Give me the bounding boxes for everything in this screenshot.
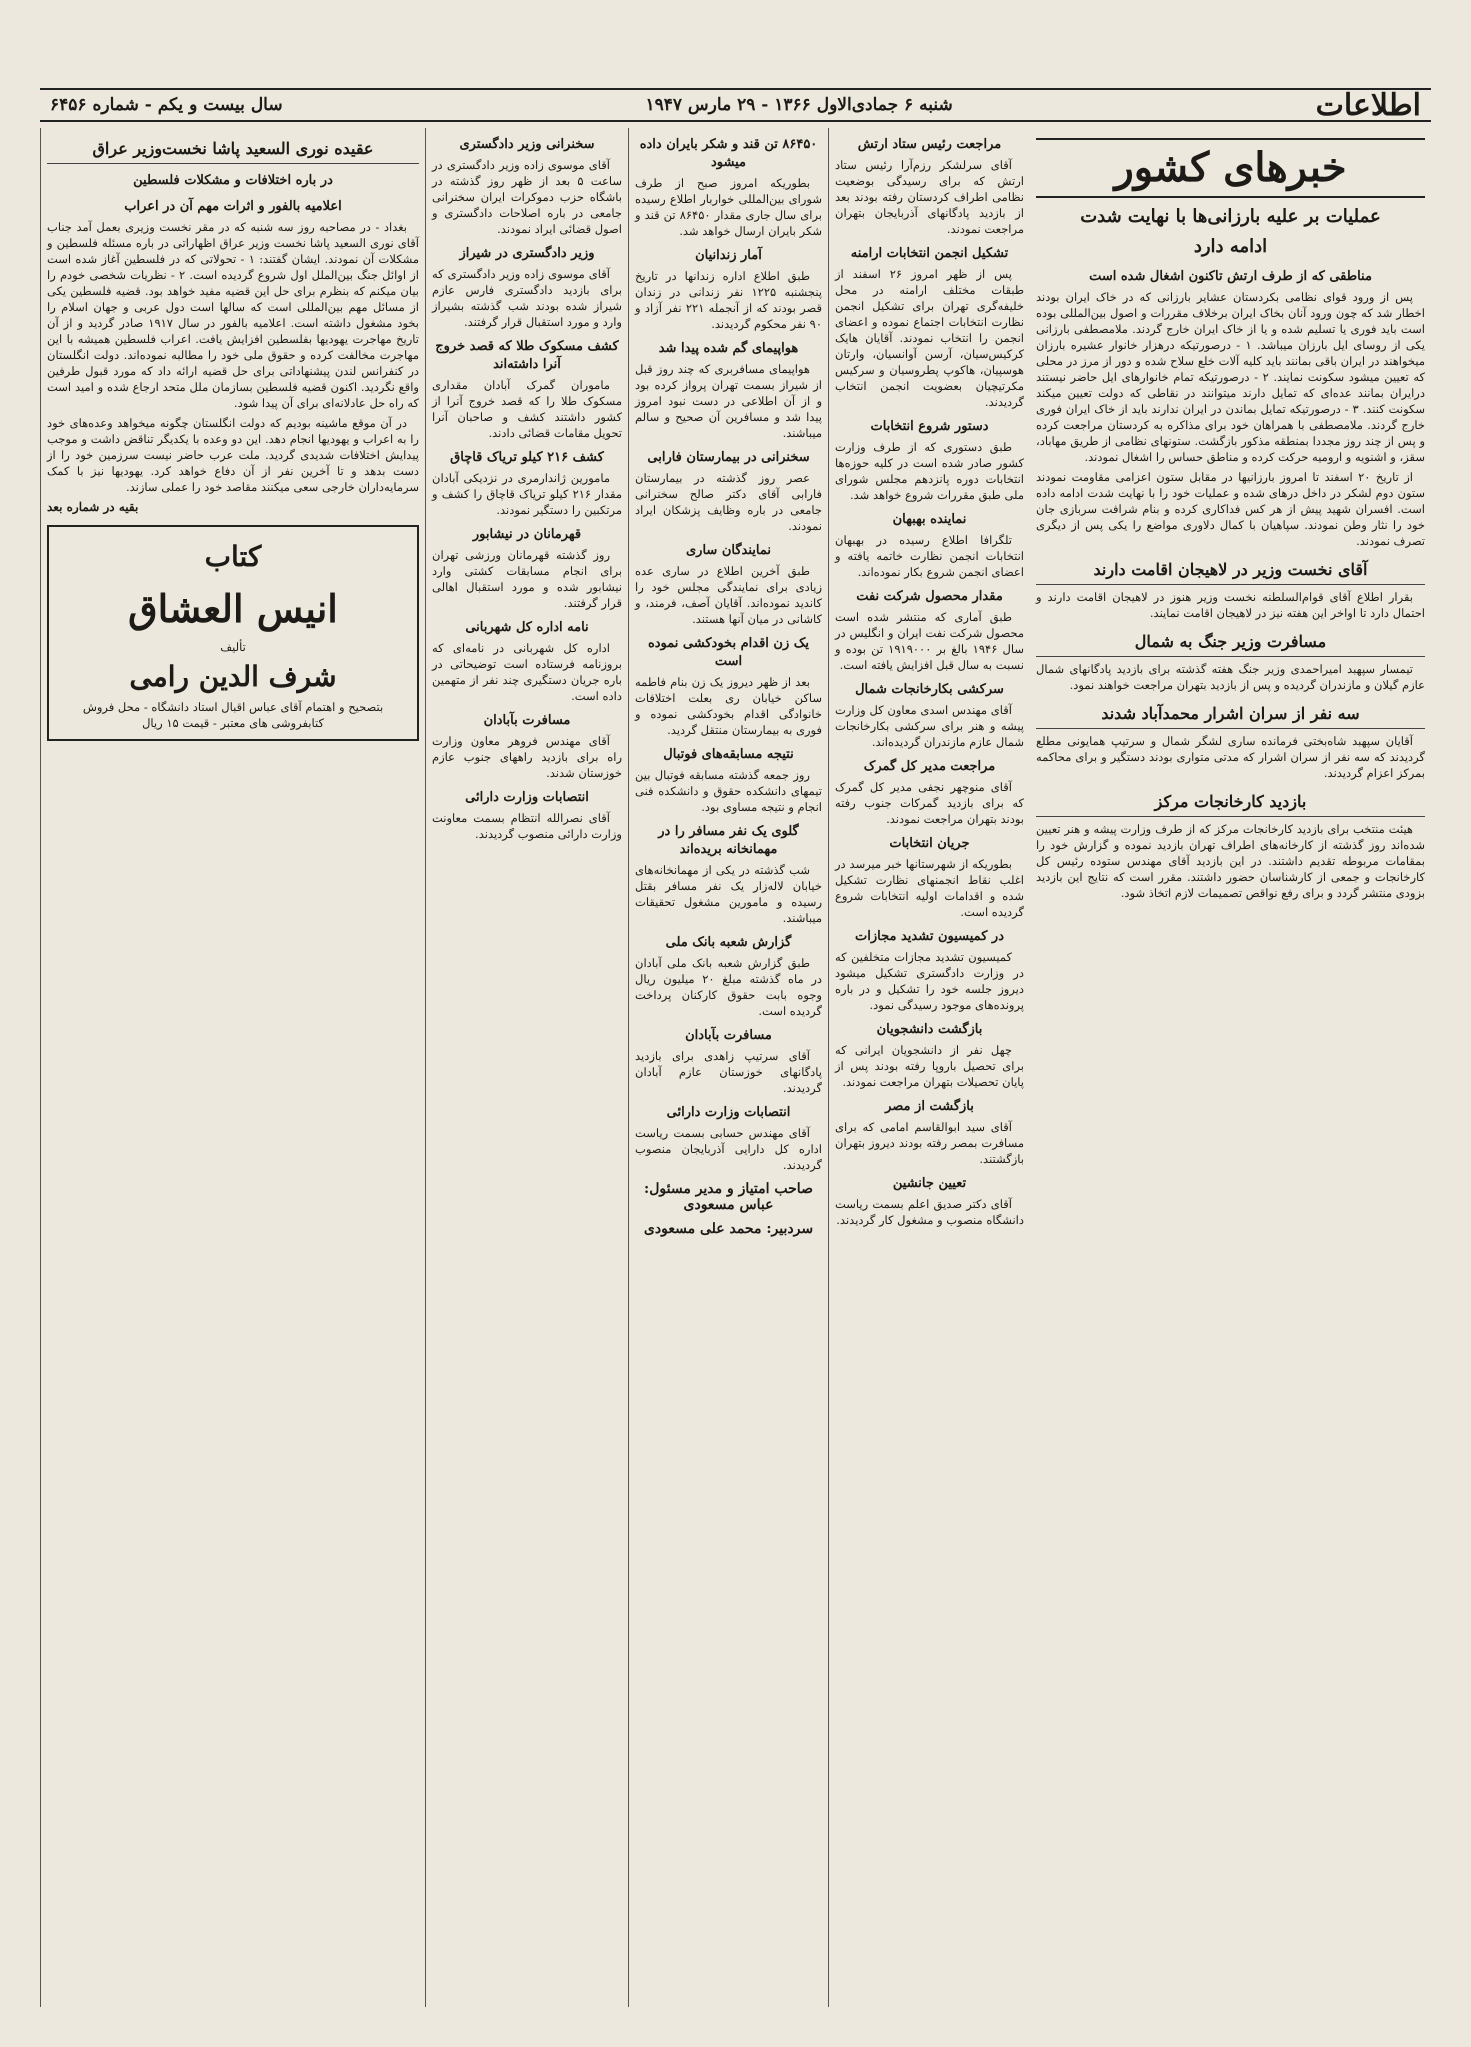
article-headline: مسافرت بآبادان: [483, 713, 571, 728]
ad-label: کتاب: [204, 540, 262, 573]
article-headline: آمار زندانیان: [695, 248, 762, 263]
continued-note: بقیه در شماره بعد: [47, 500, 139, 514]
column-4: [425, 128, 628, 2007]
article-headline: وزیر دادگستری در شیراز: [459, 246, 595, 261]
article-headline: آقای نخست وزیر در لاهیجان اقامت دارند: [1036, 559, 1425, 585]
article-body: آقایان سپهبد شاه‌بختی فرمانده ساری لشگر شمال و سرتیپ همایونی مطلع گردیدند که سه نفر از سران اشرار که مدتی متواری بودند دستگیر و برای محاکمه بمرکز اعزام گردیدند.: [1036, 734, 1425, 780]
ad-author: شرف الدین رامی: [129, 660, 337, 693]
feature-subheadline-2: اعلامیه بالفور و اثرات مهم آن در اعراب: [124, 199, 342, 214]
lead-body: پس از ورود قوای نظامی بکردستان عشایر بارزانی که در خاک ایران بودند اخطار شد که چون ورود آنان بخاک ایران برخلاف مقررات و اصول بین‌المللی بوده است باید فوری یا تسلیم شده و یا از خاک ایران خارج گردند. ملامصطفی بارزانی یکی از روسای ایل بارزان میباشد. ۱ - درصورتیکه درهزار خانوار عشیره بارزان میخواهند در ایران باقی بمانند باید کلیه آلات خلع سلاح شده و دور از مرز در محلی که تعیین میشود سکونت نمایند. ۲ - درصورتیکه تمام خانوارهای ایل حاضر نیستند درایران بمانند عده‌ای که تمایل دارند میتوانند در نقاطی که دولت تعیین میکند سکونت کنند. ۳ - درصورتیکه تمایل بماندن در ایران ندارند باید از خاک ایران فوری خارج گردند. ملامصطفی با همراهان خود برای مذاکره به کردستان مراجعت کرده و پس از چند روز مجددا بمنطقه مذکور بازگشت. ستونهای نظامی از طریق مهاباد، سقز، و اشنویه و ارومیه حرکت کرده و مناطق حساس را اشغال نمودند.: [1036, 290, 1426, 464]
article-body: آقای دکتر صدیق اعلم بسمت ریاست دانشگاه منصوب و مشغول کار گردیدند.: [835, 1197, 1024, 1227]
article-body: طبق گزارش شعبه بانک ملی آبادان در ماه گذشته مبلغ ۲۰ میلیون ریال وجوه بابت حقوق کارکنان پرداخت گردیده است.: [635, 956, 822, 1018]
feature-headline: عقیده نوری السعید پاشا نخست‌وزیر عراق: [47, 138, 419, 164]
article-headline: یک زن اقدام بخودکشی نموده است: [647, 636, 810, 669]
lead-body-2: از تاریخ ۲۰ اسفند تا امروز بارزانیها در مقابل ستون اعزامی مقاومت نمودند ستون دوم لشکر در داخل درهای شده و عملیات خود را با نهایت شدت ادامه داده است. افسران شهید پیش از هر کس فداکاری کرده و بنام شرافت سربازی جان خود را نثار وطن نمودند. سپاهیان با کمال دلاوری مواضع را یکی پس از دیگری تصرف نمودند.: [1036, 470, 1425, 548]
article-body: بطوریکه از شهرستانها خبر میرسد در اغلب نقاط انجمنهای نظارت تشکیل شده و اقدامات اولیه انتخابات شروع گردیده است.: [835, 857, 1024, 919]
article-body: بطوریکه امروز صبح از طرف شورای بین‌المللی خواربار اطلاع رسیده برای سال جاری مقدار ۸۶۴۵۰ تن قند و شکر بایران ارسال خواهد شد.: [635, 176, 822, 238]
article-headline: مسافرت بآبادان: [685, 1028, 772, 1043]
article-body: عصر روز گذشته در بیمارستان فارابی آقای دکتر صالح سخنرانی جامعی در باره وظایف پزشکان ایراد نمودند.: [635, 471, 822, 533]
issue-number: سال بیست و یکم - شماره ۶۴۵۶: [50, 95, 283, 115]
article-headline: نتیجه مسابقه‌های فوتبال: [663, 747, 794, 762]
article-headline: مراجعت مدیر کل گمرک: [863, 759, 996, 774]
article-body: پس از ظهر امروز ۲۶ اسفند از طبقات مختلف ارامنه در محل خلیفه‌گری تهران برای تشکیل انجمن نظارت انتخابات اجتماع نموده و اعضای انجمن را انتخاب نمودند. آقایان هایک کرکیس‌سیان، آرسن آوانسیان، وارتان هوسپیان، هاکوپ پطروسیان و سرکیس مکرتیچیان بعضویت انجمن انتخاب گردیدند.: [835, 267, 1024, 409]
newspaper-logo: اطلاعات: [1315, 87, 1421, 123]
article-headline: گزارش شعبه بانک ملی: [665, 935, 792, 950]
article-headline: قهرمانان در نیشابور: [472, 527, 582, 542]
article-headline: ۸۶۴۵۰ تن قند و شکر بایران داده میشود: [639, 137, 818, 170]
article-headline: بازگشت از مصر: [885, 1099, 974, 1114]
masthead: [40, 88, 1431, 122]
article-body: آقای موسوی زاده وزیر دادگستری در ساعت ۵ بعد از ظهر روز گذشته در باشگاه حزب دموکرات ایران سخنرانی جامعی در باره اصلاحات دادگستری و اصول قضائی ایراد نمودند.: [432, 158, 622, 236]
article-body: هیئت منتخب برای بازدید کارخانجات مرکز که از طرف وزارت پیشه و هنر تعیین شده‌اند روز گذشته از کارخانه‌های اطراف تهران بازدید نموده و گزارش خود را بمقامات مربوطه تقدیم داشتند. در این بازدید آقای مهندس ستوده رئیس کل کارخانجات و جمعی از کارشناسان حضور داشتند. مقرر است که نتایج این بازدید بزودی منتشر گردد و برای رفع نواقص تصمیمات لازم اتخاذ شود.: [1036, 822, 1425, 900]
article-body: روز گذشته قهرمانان ورزشی تهران برای انجام مسابقات کشتی وارد نیشابور شده و مورد استقبال اهالی قرار گرفتند.: [432, 548, 622, 610]
article-headline: جریان انتخابات: [889, 836, 970, 851]
article-body: ماموران گمرک آبادان مقداری مسکوک طلا را که قصد خروج آنرا از کشور داشتند کشف و صاحبان آنرا تحویل مقامات قضائی دادند.: [432, 378, 622, 440]
lead-subheadline-2: ادامه دارد: [1193, 236, 1268, 257]
feature-subheadline: در باره اختلافات و مشکلات فلسطین: [133, 173, 333, 188]
article-body: آقای سرلشکر رزم‌آرا رئیس ستاد ارتش که برای رسیدگی بوضعیت نظامی اطراف کردستان رفته بودند بعد از بازدید پادگانهای آذربایجان بتهران مراجعت نمودند.: [835, 158, 1024, 236]
article-body: کمیسیون تشدید مجازات متخلفین که در وزارت دادگستری تشکیل میشود دیروز جلسه خود را تشکیل و در باره پرونده‌های موجود رسیدگی نمود.: [835, 950, 1024, 1012]
article-headline: انتصابات وزارت دارائی: [465, 790, 589, 805]
article-headline: تعیین جانشین: [892, 1176, 967, 1191]
article-body: طبق آخرین اطلاع در ساری عده زیادی برای نمایندگی مجلس خود را کاندید نموده‌اند. آقایان آصف، فرمند، و کاشانی در میان آنها هستند.: [635, 564, 822, 626]
article-body: آقای منوچهر نجفی مدیر کل گمرک که برای بازدید گمرکات جنوب رفته بودند بتهران مراجعت نمودند.: [835, 780, 1024, 826]
column-5: [40, 128, 425, 2007]
article-headline: نمایندگان ساری: [686, 543, 771, 558]
column-3: [628, 128, 828, 2007]
article-headline: گلوی یک نفر مسافر را در مهمانخانه بریده‌اند: [658, 824, 799, 857]
article-headline: نماینده بهبهان: [892, 512, 967, 527]
article-headline: دستور شروع انتخابات: [870, 419, 989, 434]
lead-headline: خبرهای کشور: [1036, 138, 1425, 198]
article-body: آقای نصرالله انتظام بسمت معاونت وزارت دارائی منصوب گردیدند.: [432, 811, 622, 841]
article-headline: مراجعت رئیس ستاد ارتش: [857, 137, 1002, 152]
article-headline: نامه اداره کل شهربانی: [465, 620, 589, 635]
article-body: تلگرافا اطلاع رسیده در بهبهان انتخابات انجمن نظارت خاتمه یافته و اعضای انجمن شروع بکار نموده‌اند.: [835, 533, 1024, 579]
article-body: طبق دستوری که از طرف وزارت کشور صادر شده است در کلیه حوزه‌ها انتخابات دوره پانزدهم مجلس شورای ملی طبق مقررات شروع خواهد شد.: [835, 440, 1024, 502]
article-body: شب گذشته در یکی از مهمانخانه‌های خیابان لاله‌زار یک نفر مسافر بقتل رسیده و مامورین مشغول تحقیقات میباشند.: [635, 863, 822, 925]
lead-kicker: مناطقی که از طرف ارتش تاکنون اشغال شده است: [1089, 269, 1372, 284]
article-headline: کشف مسکوک طلا که قصد خروج آنرا داشته‌اند: [435, 339, 619, 372]
article-body: آقای سید ابوالقاسم امامی که برای مسافرت بمصر رفته بودند دیروز بتهران بازگشتند.: [835, 1120, 1024, 1166]
article-body: هواپیمای مسافربری که چند روز قبل از شیراز بسمت تهران پرواز کرده بود و از آن اطلاعی در دست نبود امروز پیدا شد و مسافرین آن صحیح و سالم میباشند.: [635, 362, 822, 440]
article-headline: انتصابات وزارت دارائی: [666, 1105, 791, 1120]
article-body: آقای مهندس فروهر معاون وزارت راه برای بازدید راههای جنوب عازم خوزستان شدند.: [432, 734, 622, 780]
article-headline: سه نفر از سران اشرار محمدآباد شدند: [1036, 703, 1425, 729]
article-headline: سرکشی بکارخانجات شمال: [855, 682, 1004, 697]
article-body: چهل نفر از دانشجویان ایرانی که برای تحصیل باروپا رفته بودند پس از پایان تحصیلات بتهران مراجعت نمودند.: [835, 1043, 1024, 1089]
article-headline: در کمیسیون تشدید مجازات: [855, 929, 1004, 944]
article-body: آقای سرتیپ زاهدی برای بازدید پادگانهای خوزستان عازم آبادان گردیدند.: [635, 1049, 822, 1095]
feature-body-2: در آن موقع ماشینه بودیم که دولت انگلستان چگونه میخواهد وعده‌های خود را به اعراب و یهودیها انجام دهد. این دو وعده با یکدیگر تناقض داشت و موجب پیدایش اختلافات شدیدی گردید. ملت عرب حاضر نیست سرزمین خود را از دست بدهد و تا آخرین نفر از آن دفاع خواهد کرد. یهودیها نیز با کمک سرمایه‌داران خارجی سعی میکنند مقاصد خود را عملی سازند.: [47, 416, 419, 494]
article-body: آقای مهندس اسدی معاون کل وزارت پیشه و هنر برای سرکشی بکارخانجات شمال عازم مازندران گردیده‌اند.: [835, 703, 1024, 749]
article-body: مامورین ژاندارمری در نزدیکی آبادان مقدار ۲۱۶ کیلو تریاک قاچاق را کشف و مرتکبین را دستگیر نمودند.: [432, 471, 622, 517]
ad-text: بتصحیح و اهتمام آقای عباس اقبال استاد دانشگاه - محل فروش کتابفروشی های معتبر - قیمت ۱۵ ریال: [82, 700, 384, 730]
book-advertisement: [47, 525, 419, 741]
article-body: تیمسار سپهبد امیراحمدی وزیر جنگ هفته گذشته برای بازدید پادگانهای شمال عازم گیلان و مازندران گردیده و پس از بازدید بتهران مراجعت خواهند نمود.: [1036, 662, 1425, 692]
article-headline: بازدید کارخانجات مرکز: [1036, 791, 1425, 817]
article-headline: مقدار محصول شرکت نفت: [856, 589, 1003, 604]
column-2: [828, 128, 1030, 2007]
ad-author-label: تألیف: [220, 640, 246, 654]
article-body: طبق آماری که منتشر شده است محصول شرکت نفت ایران و انگلیس در سال ۱۹۴۶ بالغ بر ۱۹۱۹۰۰۰ تن بوده و نسبت به سال قبل افزایش یافته است.: [835, 610, 1025, 672]
article-headline: مسافرت وزیر جنگ به شمال: [1036, 631, 1425, 657]
lead-subheadline: عملیات بر علیه بارزانی‌ها با نهایت شدت: [1080, 206, 1381, 227]
article-headline: کشف ۲۱۶ کیلو تریاک قاچاق: [450, 450, 604, 465]
article-headline: تشکیل انجمن انتخابات ارامنه: [850, 246, 1009, 261]
article-body: آقای موسوی زاده وزیر دادگستری که برای بازدید دادگستری فارس عازم شیراز شده بودند شب گذشته بشیراز وارد و مورد استقبال قرار گرفتند.: [432, 267, 622, 329]
publisher-signature: صاحب امتیاز و مدیر مسئول: عباس مسعودی: [644, 1181, 813, 1213]
article-body: آقای مهندس حسابی بسمت ریاست اداره کل دارایی آذربایجان منصوب گردیدند.: [635, 1126, 822, 1172]
ad-book-title: انیس العشاق: [128, 586, 338, 631]
article-headline: بازگشت دانشجویان: [876, 1022, 983, 1037]
editor-signature: سردبیر: محمد علی مسعودی: [643, 1221, 814, 1237]
article-body: بعد از ظهر دیروز یک زن بنام فاطمه ساکن خیابان ری بعلت اختلافات خانوادگی اقدام بخودکشی نموده و فوری به بیمارستان منتقل گردید.: [635, 675, 822, 737]
column-national-news: [1030, 128, 1431, 2007]
article-headline: هواپیمای گم شده پیدا شد: [658, 341, 799, 356]
article-body: طبق اطلاع اداره زندانها در تاریخ پنجشنبه ۱۲۲۵ نفر زندانی در زندان قصر بودند که از آنجمله ۲۲۱ نفر آزاد و ۹۰ نفر محکوم گردیدند.: [635, 269, 822, 331]
article-body: اداره کل شهربانی در نامه‌ای که بروزنامه فرستاده است توضیحاتی در باره جریان دستگیری چند نفر از متهمین داده است.: [432, 641, 622, 703]
article-body: روز جمعه گذشته مسابقه فوتبال بین تیمهای دانشکده حقوق و دانشکده فنی انجام و نتیجه مساوی بود.: [635, 768, 822, 814]
article-headline: سخنرانی در بیمارستان فارابی: [647, 450, 810, 465]
article-headline: سخنرانی وزیر دادگستری: [459, 137, 595, 152]
issue-date: شنبه ۶ جمادی‌الاول ۱۳۶۶ - ۲۹ مارس ۱۹۴۷: [645, 95, 953, 115]
feature-body: بغداد - در مصاحبه روز سه شنبه که در مقر نخست وزیری بعمل آمد جناب آقای نوری السعید پاشا نخست وزیر عراق اظهاراتی در باره مسئله فلسطین و مشکلات آن نمودند. ایشان گفتند: ۱ - تحولاتی که در فلسطین آغاز شده است از اوائل جنگ بین‌الملل اول شروع گردیده است. ۲ - نظریات شخصی خودم را بیان میکنم که بنظرم برای حل این قضیه مفید خواهد بود. قضیه فلسطین یکی از مسائل مهم بین‌المللی است که سالها است دول عربی و جهان اسلام را بخود مشغول داشته است. اعلامیه بالفور در سال ۱۹۱۷ صادر گردید و از آن تاریخ مهاجرت یهودیها بفلسطین افزایش یافت. اعراب فلسطین همیشه با این مهاجرت مخالفت کرده و حقوق ملی خود را مطالبه نموده‌اند. دولت انگلستان در کنفرانس لندن پیشنهاداتی برای حل قضیه ارائه داد که مورد قبول طرفین واقع نگردید. اکنون قضیه فلسطین بسازمان ملل متحد ارجاع شده و امید است که راه حل عادلانه‌ای برای آن پیدا شود.: [47, 220, 420, 410]
article-body: بقرار اطلاع آقای قوام‌السلطنه نخست وزیر هنوز در لاهیجان اقامت دارند و احتمال دارد تا اواخر این هفته نیز در لاهیجان اقامت نمایند.: [1036, 590, 1425, 620]
